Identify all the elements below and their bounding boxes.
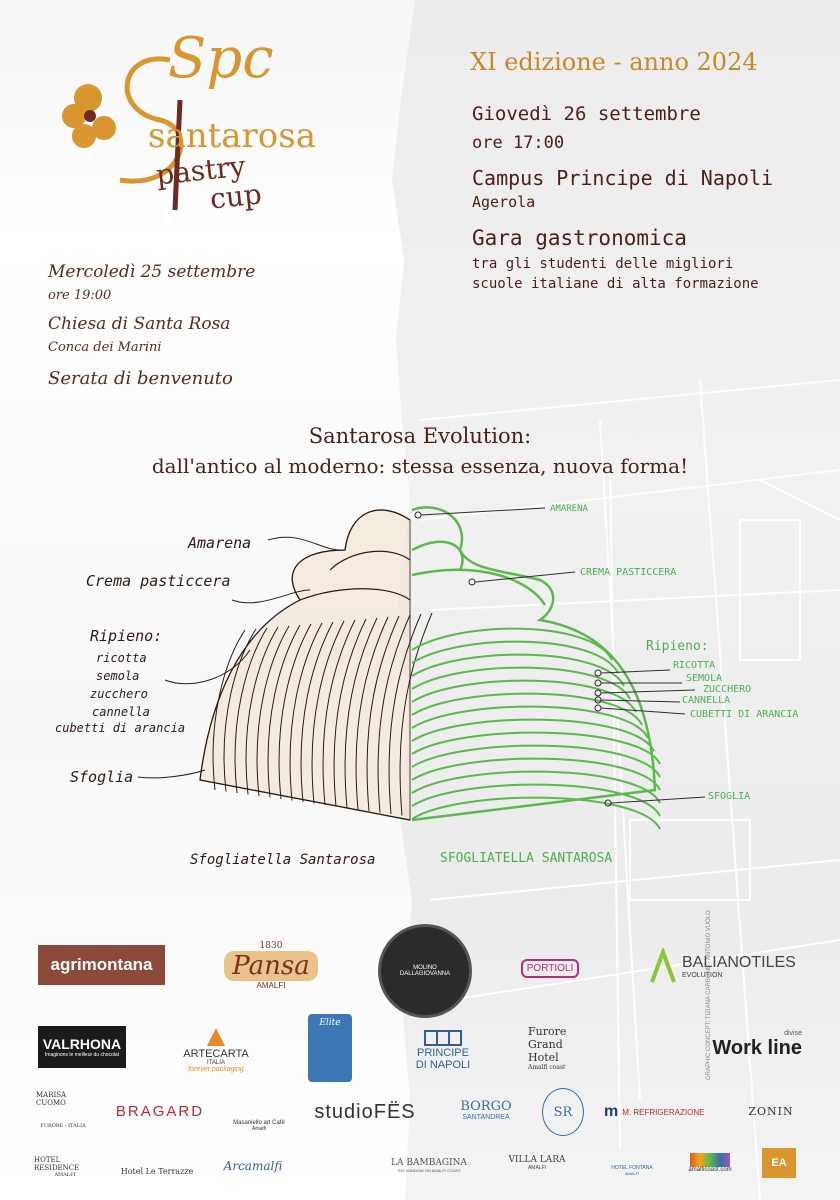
label-cannella-right: CANNELLA — [682, 695, 731, 706]
logo-zonin: ZONIN — [748, 1104, 794, 1118]
label-sfoglia-right: SFOGLIA — [708, 791, 751, 802]
logo-hotel-fontana: HOTEL FONTANA AMALFI — [611, 1164, 653, 1176]
label-amarena-right: AMARENA — [550, 504, 588, 514]
logo-furore: Furore Grand Hotel Amalfi coast — [528, 1025, 567, 1071]
main-event-day: Giovedì 26 settembre — [472, 103, 701, 125]
caption-left: Sfogliatella Santarosa — [190, 852, 376, 868]
pre-event-title: Serata di benvenuto — [48, 368, 233, 389]
theme-line2: dall'antico al moderno: stessa essenza, nuova forma! — [151, 454, 689, 478]
sfoglia-layer-right — [412, 785, 660, 816]
logo-molino: MOLINO DALLAGIOVANNA — [378, 924, 472, 1018]
main-event-place: Campus Principe di Napoli — [472, 166, 774, 190]
main-event-title: Gara gastronomica — [472, 226, 687, 250]
pre-event-time: ore 19:00 — [48, 288, 112, 303]
main-event-desc1: tra gli studenti delle migliori — [472, 256, 734, 272]
logo-arcamalfi: Arcamalfi — [223, 1159, 283, 1173]
label-amarena-left: Amarena — [188, 534, 252, 552]
logo-ea: EA — [762, 1148, 796, 1178]
refrig-mark-icon: m — [604, 1103, 619, 1120]
label-cubetti-right: CUBETTI DI ARANCIA — [690, 709, 799, 720]
logo-refrigerazione: m M. REFRIGERAZIONE — [604, 1103, 705, 1120]
amalficoast-houses-icon — [690, 1153, 730, 1167]
logo-elite: Elite — [308, 1014, 352, 1082]
logo-studiofes: studioFËS — [314, 1100, 416, 1123]
logo-portioli: PORTIOLI — [510, 928, 590, 1008]
logo-masaniello: Masaniello art Cafè Amalfi — [233, 1120, 285, 1132]
main-event-town: Agerola — [472, 193, 536, 211]
pre-event-day: Mercoledì 25 settembre — [48, 262, 256, 282]
theme-line1: Santarosa Evolution: — [308, 424, 532, 448]
label-ricotta-left: ricotta — [96, 651, 147, 665]
logo-le-terrazze: Hotel Le Terrazze — [120, 1167, 194, 1176]
label-semola-left: semola — [96, 669, 140, 683]
label-crema-right: CREMA PASTICCERA — [580, 567, 677, 578]
pre-event-town: Conca dei Marini — [48, 340, 162, 355]
logo-principe: PRINCIPE DI NAPOLI — [402, 1018, 484, 1080]
principe-building-icon — [423, 1027, 463, 1047]
label-crema-left: Crema pasticcera — [86, 572, 231, 590]
sfogliatella-green-right — [412, 507, 655, 820]
label-ripieno-right: Ripieno: — [646, 639, 709, 654]
label-ricotta-right: RICOTTA — [673, 660, 716, 671]
logo-bambagina: LA BAMBAGINA THE WINDOW ON AMALFI COAST — [391, 1157, 467, 1173]
logo-agrimontana: agrimontana — [38, 945, 165, 985]
label-zucchero-right: ZUCCHERO — [703, 684, 752, 695]
label-cubetti-left: cubetti di arancia — [55, 721, 186, 735]
logo-pansa: 1830 Pansa AMALFI — [222, 930, 320, 1000]
logo-pastry: pastry — [154, 149, 247, 192]
logo-cup: cup — [208, 177, 264, 216]
logo-borgo: BORGO SANTANDREA — [460, 1099, 512, 1121]
logo-spc: Spc — [168, 26, 274, 91]
sfoglia-layers-right — [412, 629, 660, 829]
logo-marisa-cuomo: MARISA CUOMO FURORE - ITALIA — [36, 1091, 86, 1129]
logo-hotel-residence: HOTEL RESIDENCE AMALFI — [34, 1156, 80, 1178]
label-sfoglia-left: Sfoglia — [70, 768, 134, 786]
sfogliatella-diagram — [0, 490, 840, 880]
graphic-credits: GRAPHIC CONCEPT: TIZIANA CARBONE - ANTONIO VUOLO — [706, 910, 712, 1080]
label-cannella-left: cannella — [92, 705, 150, 719]
main-event-time: ore 17:00 — [472, 133, 565, 153]
logo-villa-lara: VILLA LARA AMALFI — [508, 1155, 566, 1171]
spc-logo — [60, 26, 360, 230]
logo-bragard: BRAGARD — [115, 1102, 205, 1120]
baliano-mark-icon — [648, 948, 678, 984]
main-event-desc2: scuole italiane di alta formazione — [472, 276, 759, 292]
caption-right: SFOGLIATELLA SANTAROSA — [440, 851, 613, 866]
label-ripieno-left: Ripieno: — [90, 627, 163, 645]
logo-amalficoast: amalficoast.com — [680, 1148, 740, 1178]
artecarta-mark-icon — [205, 1026, 227, 1048]
logo-sr: SR — [542, 1088, 584, 1136]
pre-event-place: Chiesa di Santa Rosa — [48, 314, 231, 334]
logo-workline: divise Work line — [712, 1030, 802, 1059]
flower-icon — [62, 84, 116, 148]
logo-santarosa: santarosa — [148, 116, 316, 156]
label-zucchero-left: zucchero — [90, 687, 148, 701]
logo-artecarta: ARTECARTA ITALIA forever packaging — [178, 1016, 254, 1082]
logo-valrhona: VALRHONA Imaginons le meilleur du chocolat — [38, 1026, 126, 1068]
logo-baliano: BALIANOTILES EVOLUTION — [648, 946, 808, 986]
edition-title: XI edizione - anno 2024 — [470, 48, 758, 76]
label-semola-right: SEMOLA — [686, 673, 723, 684]
